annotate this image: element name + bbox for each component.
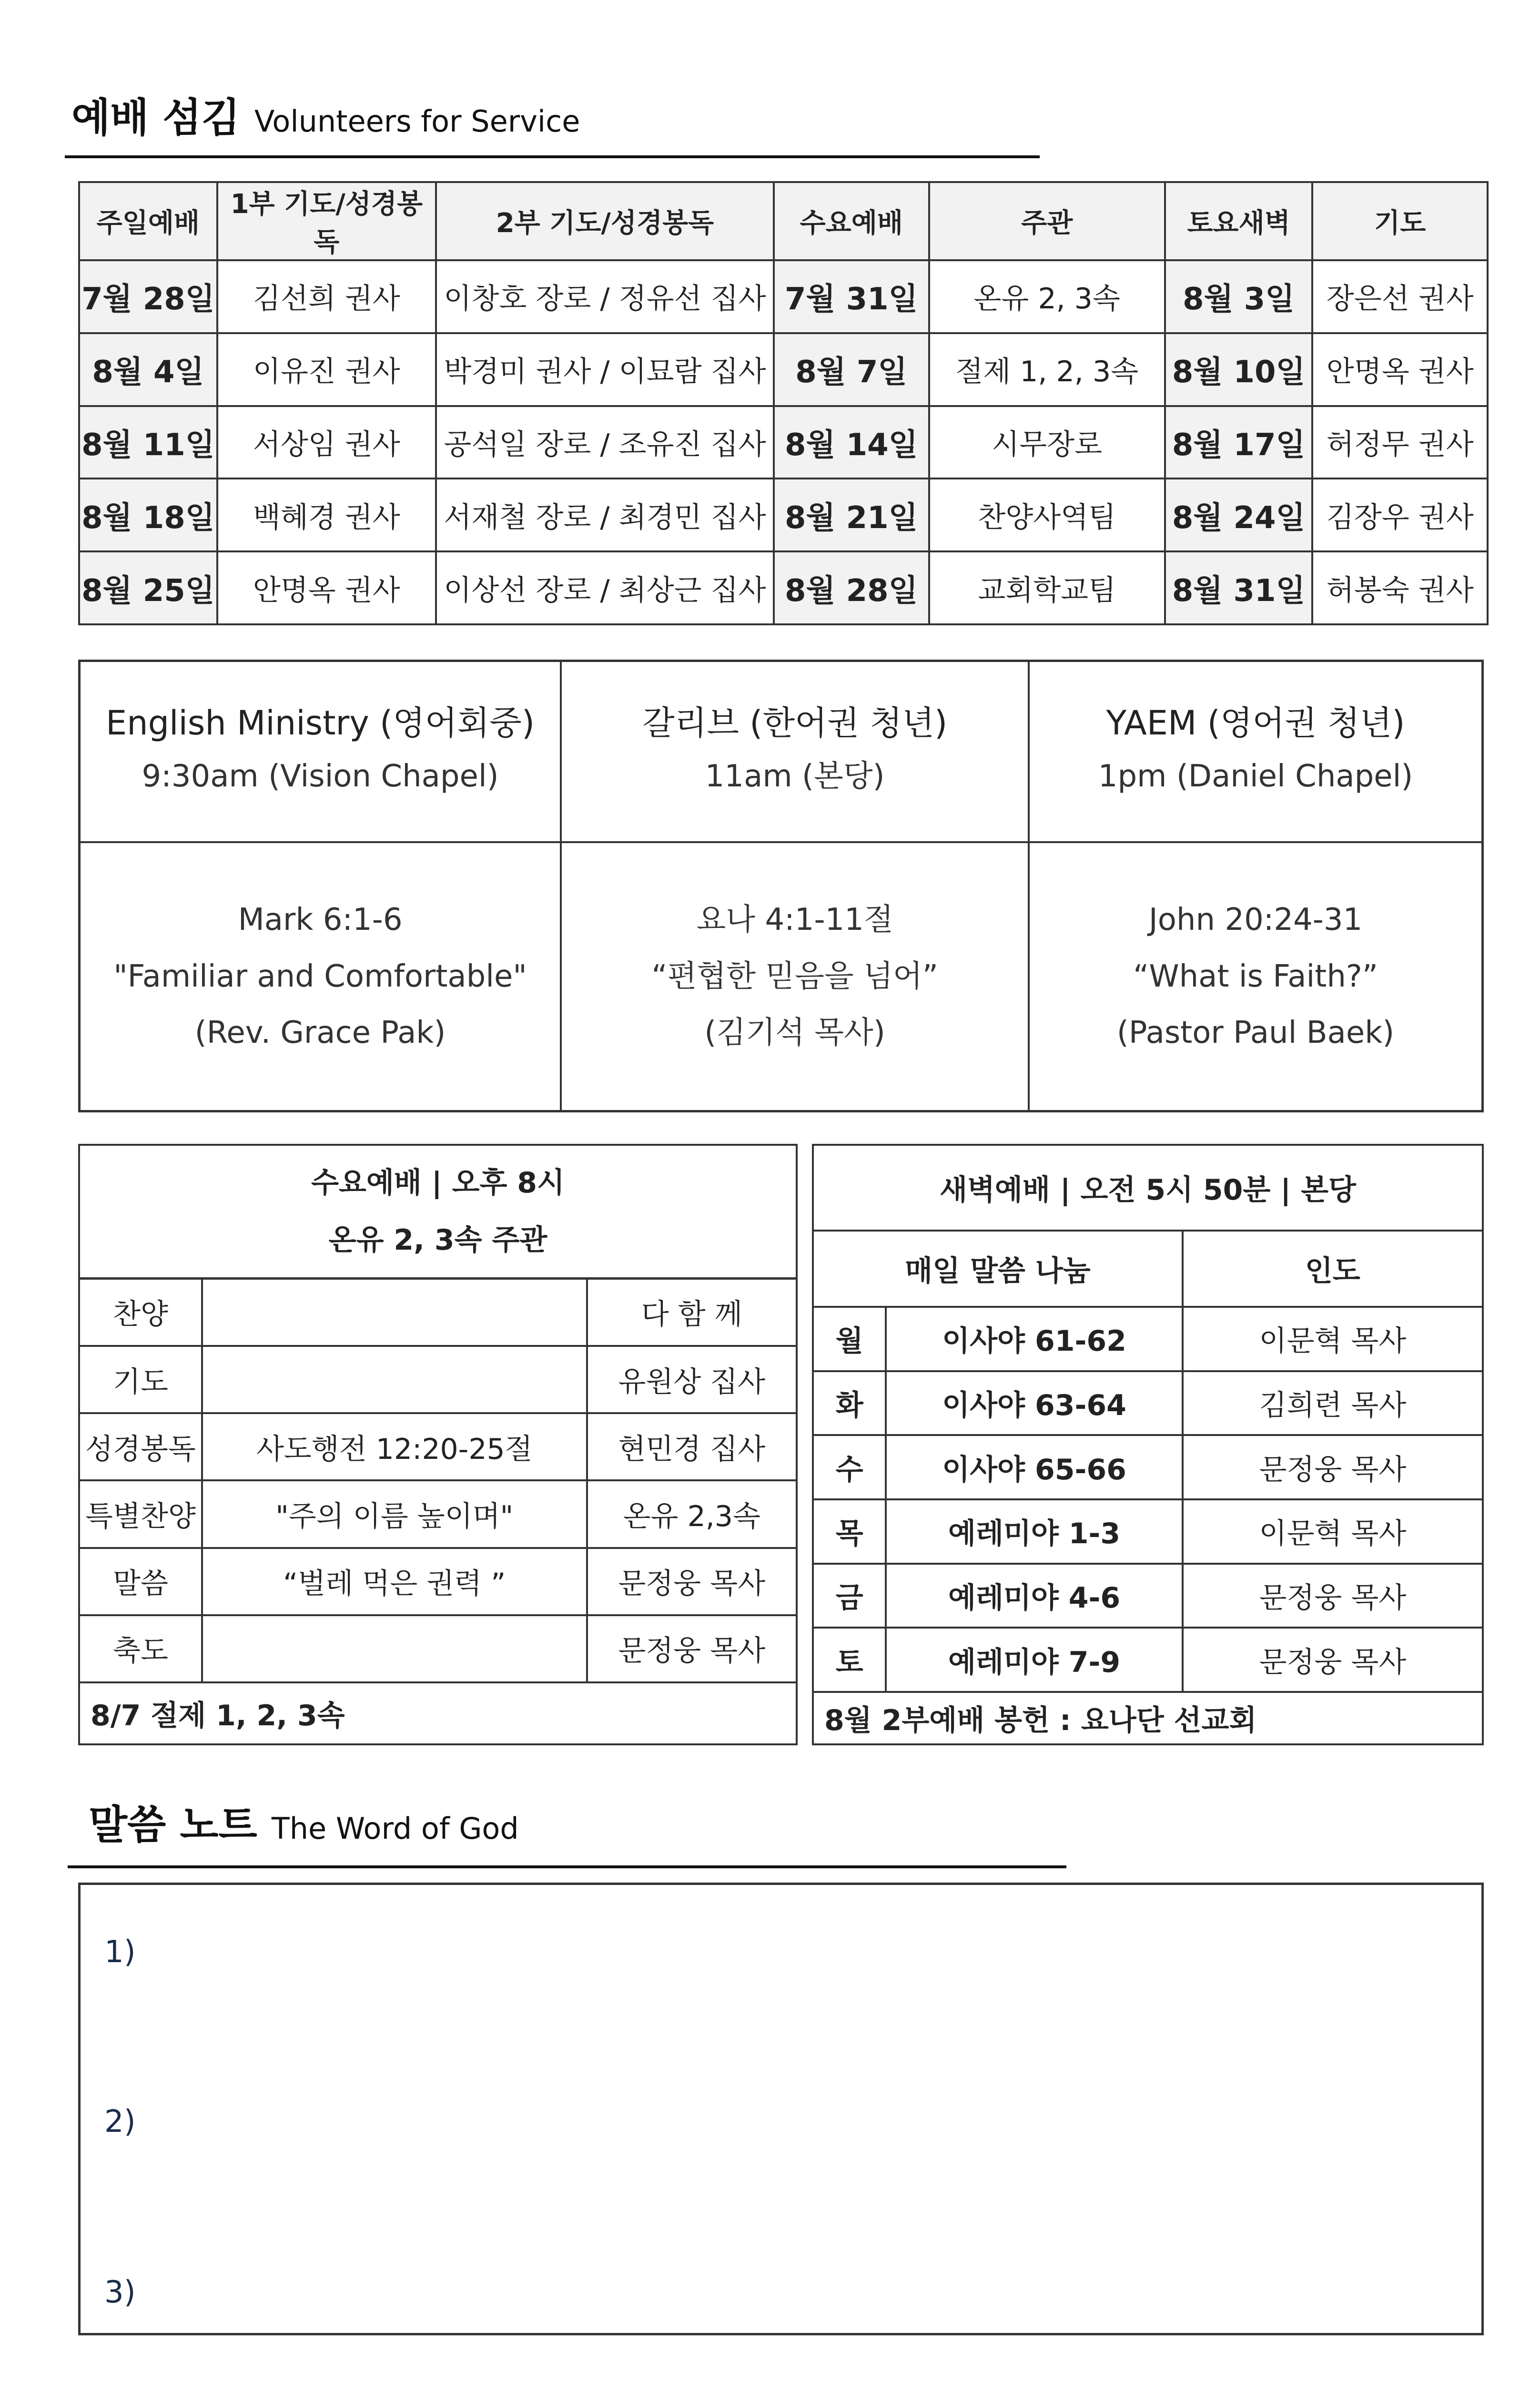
order-label: 찬양	[79, 1278, 202, 1346]
sunday-date: 8월 25일	[79, 551, 217, 624]
dawn-leader: 문정웅 목사	[1183, 1628, 1483, 1692]
dawn-reading: 예레미야 1-3	[886, 1499, 1183, 1564]
sermon-scripture: Mark 6:1-6	[238, 902, 403, 938]
order-content: 사도행전 12:20-25절	[202, 1413, 587, 1480]
sermon-title: "Familiar and Comfortable"	[113, 958, 527, 994]
order-label: 성경봉독	[79, 1413, 202, 1480]
ministry-time: 9:30am (Vision Chapel)	[142, 759, 499, 794]
dawn-reading: 예레미야 4-6	[886, 1564, 1183, 1628]
wednesday-footer-row	[79, 1682, 797, 1744]
volunteers-rule	[65, 155, 1040, 158]
volunteers-header-row	[79, 182, 1488, 260]
wednesday-date: 8월 7일	[774, 333, 929, 406]
wednesday-date: 8월 14일	[774, 406, 929, 479]
note-item: 2)	[104, 2104, 136, 2139]
sermon-english	[80, 842, 561, 1111]
sunday-date: 8월 11일	[79, 406, 217, 479]
dawn-day: 화	[813, 1371, 886, 1436]
table-row	[79, 1480, 797, 1548]
dawn-reading: 예레미야 7-9	[886, 1628, 1183, 1692]
ministry-name: YAEM (영어권 청년)	[1106, 703, 1405, 743]
host-group: 교회학교팀	[929, 551, 1165, 624]
table-row	[813, 1371, 1483, 1436]
saturday-date: 8월 24일	[1165, 479, 1313, 551]
sermon-scripture: John 20:24-31	[1148, 902, 1363, 938]
wednesday-host: 온유 2, 3속 주관	[328, 1223, 547, 1257]
second-service-volunteers: 이상선 장로 / 최상근 집사	[436, 551, 774, 624]
first-service-volunteer: 서상임 권사	[217, 406, 436, 479]
order-content	[202, 1615, 587, 1682]
sermon-title: “What is Faith?”	[1133, 958, 1378, 994]
table-row	[79, 260, 1488, 333]
order-person: 현민경 집사	[587, 1413, 797, 1480]
prayer-volunteer: 안명옥 권사	[1312, 333, 1488, 406]
header-saturday-dawn: 토요새벽	[1165, 182, 1313, 260]
notes-heading	[89, 1793, 519, 1851]
header-sunday: 주일예배	[79, 182, 217, 260]
sermon-scripture: 요나 4:1-11절	[696, 902, 893, 938]
ministries-table	[78, 660, 1484, 1112]
table-row	[79, 479, 1488, 551]
order-content	[202, 1346, 587, 1413]
sermon-title: “편협한 믿음을 넘어”	[651, 958, 938, 994]
table-row	[79, 406, 1488, 479]
dawn-subheader-row	[813, 1231, 1483, 1307]
volunteers-table	[78, 181, 1489, 625]
ministry-yaem	[1029, 661, 1482, 842]
dawn-reading: 이사야 65-66	[886, 1435, 1183, 1499]
volunteers-heading	[71, 86, 580, 143]
wednesday-title: 수요예배 | 오후 8시	[311, 1166, 565, 1200]
table-row	[79, 551, 1488, 624]
saturday-date: 8월 10일	[1165, 333, 1313, 406]
dawn-reading: 이사야 61-62	[886, 1307, 1183, 1371]
table-row	[79, 1615, 797, 1682]
order-person: 유원상 집사	[587, 1346, 797, 1413]
order-label: 특별찬양	[79, 1480, 202, 1548]
host-group: 온유 2, 3속	[929, 260, 1165, 333]
notes-title-ko: 말씀 노트	[89, 1802, 257, 1848]
table-row	[813, 1499, 1483, 1564]
ministry-name: English Ministry (영어회중)	[105, 703, 535, 743]
table-row	[79, 1548, 797, 1615]
dawn-service-table	[812, 1144, 1484, 1745]
order-content	[202, 1278, 587, 1346]
prayer-volunteer: 허봉숙 권사	[1312, 551, 1488, 624]
second-service-volunteers: 박경미 권사 / 이묘람 집사	[436, 333, 774, 406]
dawn-leader-header: 인도	[1183, 1231, 1483, 1307]
table-row	[813, 1307, 1483, 1371]
first-service-volunteer: 안명옥 권사	[217, 551, 436, 624]
sermon-preacher: (김기석 목사)	[704, 1015, 885, 1050]
sermon-galeeb	[561, 842, 1029, 1111]
host-group: 시무장로	[929, 406, 1165, 479]
dawn-day: 목	[813, 1499, 886, 1564]
dawn-leader: 이문혁 목사	[1183, 1499, 1483, 1564]
dawn-day: 금	[813, 1564, 886, 1628]
dawn-reading-header: 매일 말씀 나눔	[813, 1231, 1183, 1307]
dawn-leader: 이문혁 목사	[1183, 1307, 1483, 1371]
prayer-volunteer: 장은선 권사	[1312, 260, 1488, 333]
order-content: “벌레 먹은 권력 ”	[202, 1548, 587, 1615]
header-host: 주관	[929, 182, 1165, 260]
sunday-date: 8월 4일	[79, 333, 217, 406]
dawn-footer-row	[813, 1692, 1483, 1744]
saturday-date: 8월 17일	[1165, 406, 1313, 479]
sunday-date: 8월 18일	[79, 479, 217, 551]
order-label: 축도	[79, 1615, 202, 1682]
order-label: 말씀	[79, 1548, 202, 1615]
first-service-volunteer: 이유진 권사	[217, 333, 436, 406]
wednesday-title-row	[79, 1145, 797, 1278]
dawn-title-row	[813, 1145, 1483, 1231]
table-row	[813, 1564, 1483, 1628]
dawn-footer: 8월 2부예배 봉헌 : 요나단 선교회	[813, 1692, 1483, 1744]
sermon-preacher: (Pastor Paul Baek)	[1116, 1015, 1395, 1050]
order-person: 문정웅 목사	[587, 1615, 797, 1682]
saturday-date: 8월 31일	[1165, 551, 1313, 624]
header-prayer: 기도	[1312, 182, 1488, 260]
sunday-date: 7월 28일	[79, 260, 217, 333]
second-service-volunteers: 이창호 장로 / 정유선 집사	[436, 260, 774, 333]
order-content: "주의 이름 높이며"	[202, 1480, 587, 1548]
order-person: 문정웅 목사	[587, 1548, 797, 1615]
table-row	[79, 333, 1488, 406]
notes-rule	[68, 1865, 1066, 1868]
note-item: 3)	[104, 2275, 136, 2310]
dawn-day: 월	[813, 1307, 886, 1371]
order-person: 온유 2,3속	[587, 1480, 797, 1548]
header-wednesday: 수요예배	[774, 182, 929, 260]
ministry-time: 1pm (Daniel Chapel)	[1098, 759, 1413, 794]
ministry-name: 갈리브 (한어권 청년)	[642, 703, 948, 743]
wednesday-date: 7월 31일	[774, 260, 929, 333]
header-second-service: 2부 기도/성경봉독	[436, 182, 774, 260]
prayer-volunteer: 허정무 권사	[1312, 406, 1488, 479]
dawn-leader: 문정웅 목사	[1183, 1564, 1483, 1628]
dawn-leader: 문정웅 목사	[1183, 1435, 1483, 1499]
wednesday-title-cell	[79, 1145, 797, 1278]
second-service-volunteers: 공석일 장로 / 조유진 집사	[436, 406, 774, 479]
volunteers-title-ko: 예배 섬김	[71, 94, 240, 141]
header-first-service: 1부 기도/성경봉독	[217, 182, 436, 260]
first-service-volunteer: 백혜경 권사	[217, 479, 436, 551]
dawn-day: 수	[813, 1435, 886, 1499]
notes-box[interactable]	[78, 1883, 1484, 2335]
dawn-reading: 이사야 63-64	[886, 1371, 1183, 1436]
ministry-galeeb	[561, 661, 1029, 842]
notes-title-en: The Word of God	[271, 1811, 519, 1846]
table-row	[813, 1435, 1483, 1499]
dawn-day: 토	[813, 1628, 886, 1692]
dawn-leader: 김희련 목사	[1183, 1371, 1483, 1436]
wednesday-date: 8월 28일	[774, 551, 929, 624]
prayer-volunteer: 김장우 권사	[1312, 479, 1488, 551]
table-row	[813, 1628, 1483, 1692]
order-person: 다 함 께	[587, 1278, 797, 1346]
wednesday-service-table	[78, 1144, 798, 1745]
wednesday-date: 8월 21일	[774, 479, 929, 551]
saturday-date: 8월 3일	[1165, 260, 1313, 333]
sermon-yaem	[1029, 842, 1482, 1111]
sermon-preacher: (Rev. Grace Pak)	[194, 1015, 446, 1050]
dawn-title: 새벽예배 | 오전 5시 50분 | 본당	[813, 1145, 1483, 1231]
table-row	[79, 1346, 797, 1413]
ministries-sermon-row	[80, 842, 1483, 1111]
volunteers-title-en: Volunteers for Service	[254, 104, 580, 139]
host-group: 절제 1, 2, 3속	[929, 333, 1165, 406]
ministry-time: 11am (본당)	[705, 759, 885, 794]
first-service-volunteer: 김선희 권사	[217, 260, 436, 333]
wednesday-footer: 8/7 절제 1, 2, 3속	[79, 1682, 797, 1744]
second-service-volunteers: 서재철 장로 / 최경민 집사	[436, 479, 774, 551]
host-group: 찬양사역팀	[929, 479, 1165, 551]
order-label: 기도	[79, 1346, 202, 1413]
ministry-english	[80, 661, 561, 842]
table-row	[79, 1278, 797, 1346]
note-item: 1)	[104, 1935, 136, 1970]
table-row	[79, 1413, 797, 1480]
ministries-header-row	[80, 661, 1483, 842]
